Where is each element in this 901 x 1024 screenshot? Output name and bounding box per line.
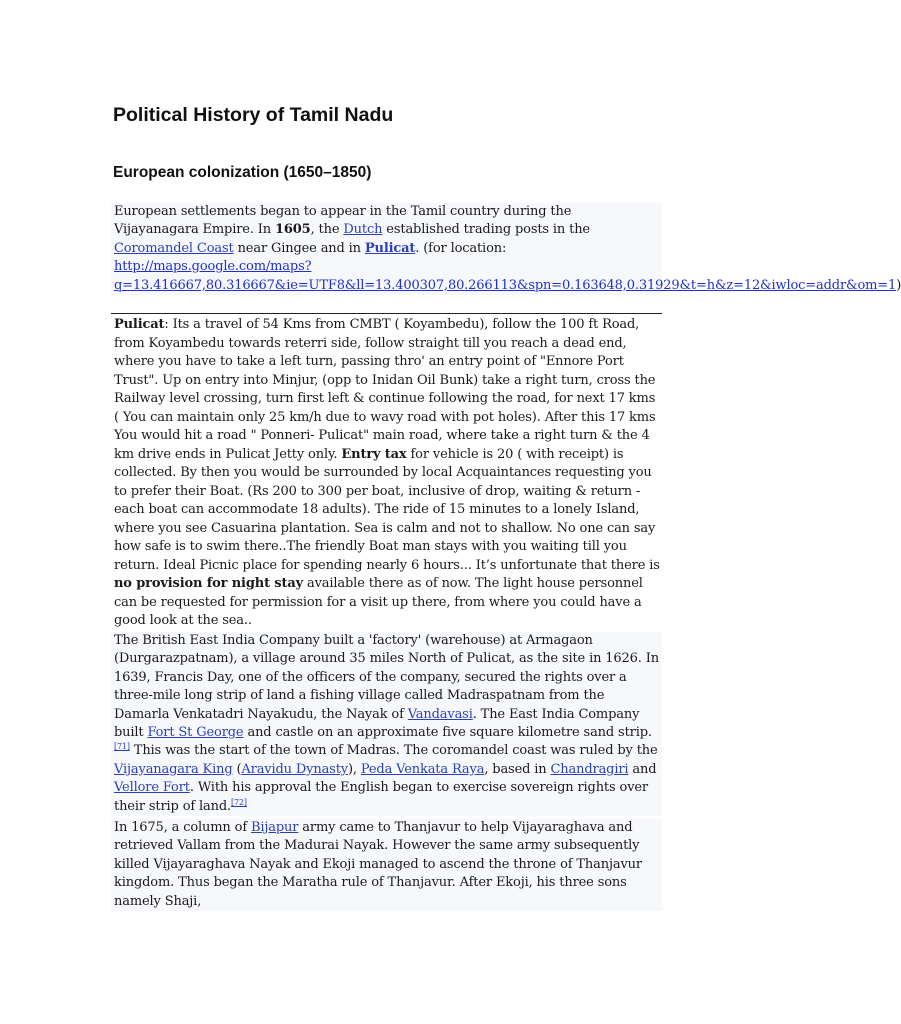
link-vijayanagara-king[interactable]: Vijayanagara King: [114, 761, 233, 777]
year-1605: 1605: [275, 222, 311, 238]
text: This was the start of the town of Madras. The coromandel coast was ruled by the: [129, 743, 658, 759]
section-heading: European colonization (1650–1850): [113, 164, 372, 181]
link-chandragiri[interactable]: Chandragiri: [550, 761, 629, 777]
reference-72[interactable]: [72]: [231, 797, 247, 807]
link-peda-venkata-raya[interactable]: Peda Venkata Raya: [360, 761, 485, 777]
no-night-stay-label: no provision for night stay: [114, 576, 304, 591]
page-title: Political History of Tamil Nadu: [113, 104, 394, 126]
paragraph-european-settlements: [111, 203, 901, 295]
link-vellore-fort[interactable]: Vellore Fort: [114, 780, 190, 796]
text: . (for location:: [415, 240, 507, 256]
text: ),: [347, 761, 361, 777]
text: near Gingee and in: [233, 240, 365, 256]
entry-tax-label: Entry tax: [341, 446, 407, 462]
text: (: [232, 761, 242, 777]
text: and castle on an approximate five square kilometre sand strip.: [243, 725, 652, 741]
link-pulicat[interactable]: Pulicat: [364, 240, 416, 256]
text: , based in: [484, 761, 551, 777]
link-fort-st-george[interactable]: Fort St George: [147, 725, 244, 741]
text: and: [628, 761, 657, 777]
link-dutch[interactable]: Dutch: [343, 222, 383, 238]
text: . With his approval the English began to exercise sovereign rights over their strip of land.: [114, 780, 648, 814]
text: : Its a travel of 54 Kms from CMBT ( Koyambedu), follow the 100 ft Road, from Koyambedu towards reterri side, follow straight till you reach a dead end, where you have to take a left turn, passing thro' an entry point of "Ennore Port Trust". Up on entry into Minjur, (opp to Inidan Oil Bunk) take a right turn, cross the Railway level crossing, turn first left & continue following the road, for next 17 kms ( You can maintain only 25 km/h due to wavy road with pot holes). After this 17 kms You would hit a road " Ponneri- Pulicat" main road, where take a right turn & the 4 km drive ends in Pulicat Jetty only.: [114, 317, 656, 462]
text: available there as of now. The light house personnel can be requested for permission for a visit up there, from where you could have a good look at the sea..: [114, 576, 643, 628]
paragraph-british-east-india: [111, 632, 662, 816]
text: for vehicle is 20 ( with receipt) is collected. By then you would be surrounded by local Acquaintances requesting you to prefer their Boat. (Rs 200 to 300 per boat, inclusive of drop, waiting & return - each boat can accommodate 18 adults). The ride of 15 minutes to a lonely Island, where you see Casuarina plantation. Sea is calm and not to shallow. No one can say how safe is to swim there..The friendly Boat man stays with you waiting till you return. Ideal Picnic place for spending nearly 6 hours... It’s unfortunate that there is: [114, 446, 660, 573]
paragraph-bijapur-army: [111, 819, 662, 911]
link-aravidu-dynasty[interactable]: Aravidu Dynasty: [241, 761, 348, 777]
reference-71[interactable]: [71]: [114, 742, 130, 752]
text: The British East India Company built a 'factory' (warehouse) at Armagaon (Durgarazpatnam), a village around 35 miles North of Pulicat, as the site in 1626. In 1639, Francis Day, one of the officers of the company, secured the rights over a three-mile long strip of land a fishing village called Madraspatnam from the Damarla Venkatadri Nayakudu, the Nayak of: [114, 633, 659, 722]
text: . The East India Company built: [114, 706, 640, 741]
link-map-url[interactable]: http://maps.google.com/maps?q=13.416667,80.316667&ie=UTF8&ll=13.400307,80.266113&spn=0.163648,0.31929&t=h&z=12&iwloc=addr&om=1: [114, 259, 897, 293]
text: established trading posts in the: [382, 222, 590, 238]
note-lead: Pulicat: [114, 317, 165, 332]
text: , the: [310, 222, 344, 238]
text: European settlements began to appear in the Tamil country during the Vijayanagara Empire. In: [114, 204, 572, 238]
text: army came to Thanjavur to help Vijayaraghava and retrieved Vallam from the Madurai Nayak. However the same army subsequently killed Vijayaraghava Nayak and Ekoji managed to ascend the throne of Thanjavur kingdom. Thus began the Maratha rule of Thanjavur. After Ekoji, his three sons namely Shaji,: [114, 820, 642, 909]
text: ): [896, 277, 901, 293]
link-vandavasi[interactable]: Vandavasi: [407, 706, 473, 722]
link-bijapur[interactable]: Bijapur: [250, 820, 299, 835]
pulicat-travel-note: [111, 313, 662, 633]
link-coromandel-coast[interactable]: Coromandel Coast: [114, 240, 234, 256]
text: In 1675, a column of: [114, 820, 251, 835]
